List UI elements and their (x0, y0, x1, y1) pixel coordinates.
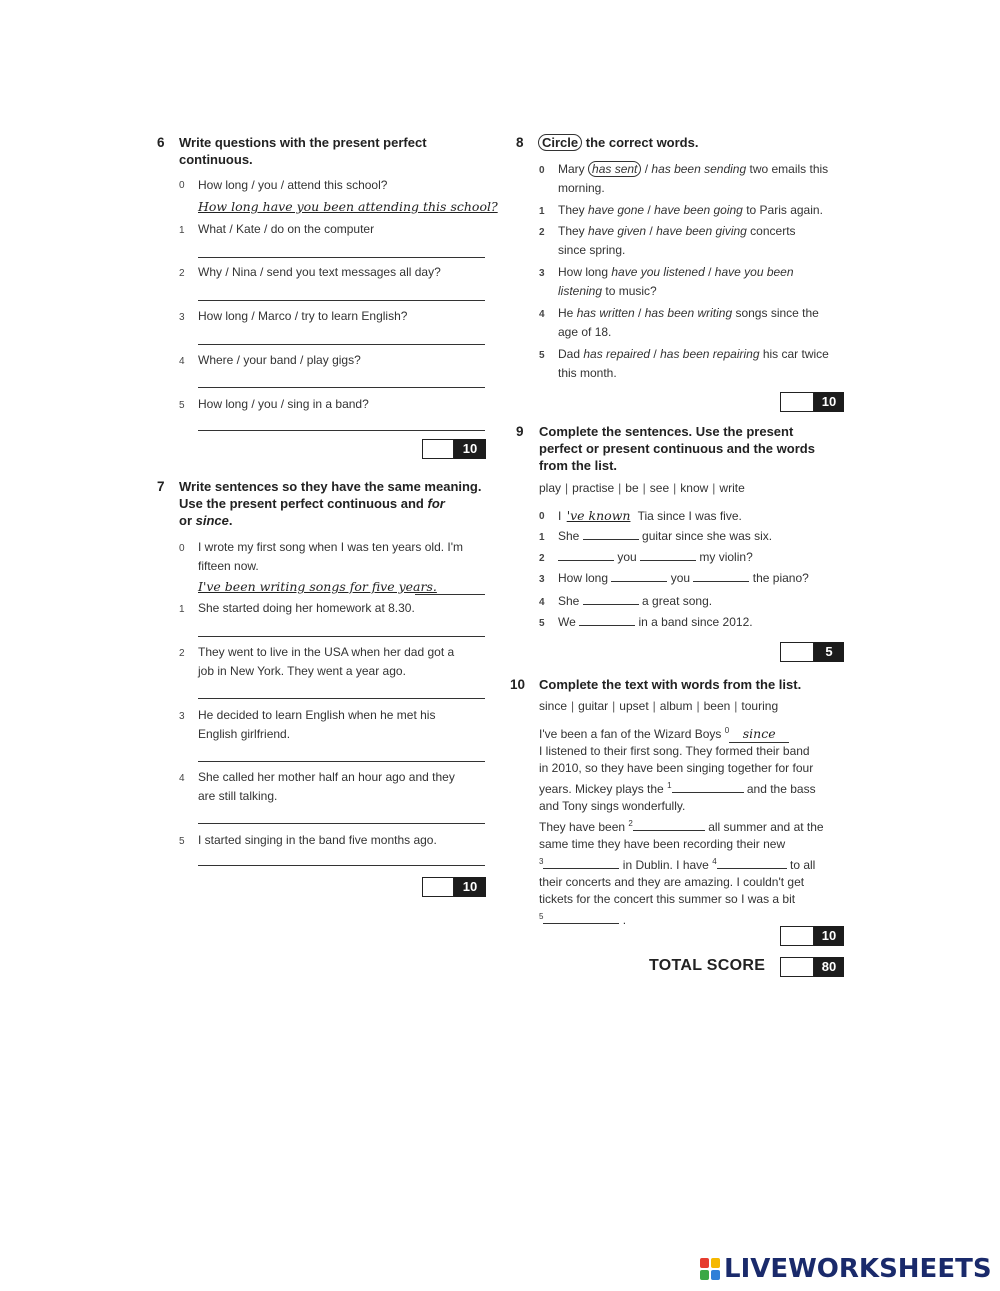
ex10-word: since (539, 699, 568, 713)
ex10-gap5-number: 5 (539, 912, 544, 921)
ex9-item5-blank[interactable] (579, 625, 635, 626)
ex9-item3-blank2[interactable] (693, 581, 749, 582)
total-score (780, 957, 844, 977)
ex9-item2-blank1[interactable] (558, 560, 614, 561)
ex8-item0 (558, 161, 848, 197)
ex9-word: know (680, 481, 709, 495)
ex9-item4-blank[interactable] (583, 604, 639, 605)
ex8-item0-option1[interactable]: has sent (588, 161, 641, 177)
ex9-word-list: play | practise | be | see | know | write (539, 481, 745, 495)
ex6-item2-prompt: Why / Nina / send you text messages all day? (198, 265, 441, 279)
ex9-item1 (558, 528, 772, 545)
ex9-item1-subject: She (558, 529, 580, 543)
ex8-item0-number: 0 (539, 165, 545, 176)
ex8-item4-post: songs since the (732, 306, 819, 320)
ex8-item3-number: 3 (539, 268, 545, 279)
ex8-item4-number: 4 (539, 309, 545, 320)
ex9-item3-start: How long (558, 571, 609, 585)
ex6-instruction-line1: Write questions with the present perfect (179, 135, 427, 150)
ex10-number: 10 (510, 677, 526, 692)
ex7-item4-answer-line[interactable] (198, 823, 485, 824)
ex6-item1-prompt: What / Kate / do on the computer (198, 222, 375, 236)
ex8-circle-word: Circle (538, 134, 582, 151)
ex6-item2-number: 2 (179, 268, 185, 279)
ex7-item3-line2: English girlfriend. (198, 727, 291, 741)
ex7-item1-prompt: She started doing her homework at 8.30. (198, 601, 415, 615)
ex9-instruction-line2: perfect or present continuous and the words (539, 441, 815, 456)
ex8-item4-line2: age of 18. (558, 325, 612, 339)
ex7-item0-answer-line (415, 594, 485, 595)
ex7-item2-answer-line[interactable] (198, 698, 485, 699)
ex10-word: guitar (578, 699, 609, 713)
ex8-item3-sep: / (704, 265, 715, 279)
ex7-item3-answer-line[interactable] (198, 761, 485, 762)
ex8-item0-option2[interactable]: has been sending (651, 162, 747, 176)
ex8-item3-post: to music? (602, 284, 657, 298)
ex9-instruction-line3: from the list. (539, 458, 618, 473)
ex7-item0-line2: fifteen now. (198, 559, 259, 573)
ex8-item4-sep: / (634, 306, 645, 320)
ex8-item2-post: concerts (746, 224, 796, 238)
ex9-item1-rest: guitar since she was six. (642, 529, 773, 543)
ex9-item3-you: you (670, 571, 691, 585)
ex10-p2-line2: same time they have been recording their new (539, 837, 786, 851)
ex8-item3-option2-cont[interactable]: listening (558, 284, 603, 298)
ex7-instruction-period: . (228, 513, 233, 528)
ex10-p2-line5: tickets for the concert this summer so I was a bit (539, 892, 796, 906)
ex10-word: touring (741, 699, 779, 713)
ex9-item0-answer: 've known (566, 508, 631, 523)
ex9-number: 9 (516, 424, 524, 439)
ex6-item0-answer: How long have you been attending this school? (198, 199, 498, 214)
ex8-item5-line2: this month. (558, 366, 617, 380)
liveworksheets-logo-icon (700, 1258, 720, 1280)
ex9-item4-subject: She (558, 594, 580, 608)
ex7-item2-line1: They went to live in the USA when her dad got a (198, 645, 455, 659)
ex6-item5-answer-line[interactable] (198, 430, 485, 431)
ex7-item2-number: 2 (179, 648, 185, 659)
ex9-item0-number: 0 (539, 511, 545, 522)
ex7-instruction-line1: Write sentences so they have the same meaning. (179, 479, 482, 494)
ex8-item1-sep: / (644, 203, 655, 217)
ex8-item5-sep: / (650, 347, 661, 361)
total-score-max: 80 (814, 957, 844, 977)
ex8-item4 (558, 305, 848, 341)
ex7-item1-number: 1 (179, 604, 185, 615)
ex9-item3-blank1[interactable] (611, 581, 667, 582)
ex10-paragraph1 (539, 722, 844, 815)
ex9-item3-number: 3 (539, 574, 545, 585)
ex10-p2-end: . (622, 913, 627, 927)
ex8-score (780, 392, 844, 412)
ex8-item2-sep: / (646, 224, 657, 238)
ex10-gap1-number: 1 (667, 781, 672, 790)
total-score-label: TOTAL SCORE (649, 957, 766, 974)
ex10-p2-line1a: They have been (539, 820, 626, 834)
ex10-p1-line1: I've been a fan of the Wizard Boys (539, 727, 722, 741)
ex9-item5-number: 5 (539, 618, 545, 629)
ex7-item0-line1: I wrote my first song when I was ten years old. I'm (198, 540, 464, 554)
ex9-score (780, 642, 844, 662)
ex6-item5-prompt: How long / you / sing in a band? (198, 397, 369, 411)
ex10-p1-line5: and Tony sings wonderfully. (539, 799, 686, 813)
ex10-p2-line1b: all summer and at the (708, 820, 824, 834)
ex8-instruction (538, 134, 698, 151)
ex10-p1-line4b: and the bass (746, 782, 816, 796)
ex9-item4-number: 4 (539, 597, 545, 608)
ex9-word: be (625, 481, 639, 495)
ex8-item0-pre: Mary (558, 162, 585, 176)
ex9-word: write (719, 481, 745, 495)
ex7-instruction-line2 (179, 495, 489, 512)
ex6-instruction-line2: continuous. (179, 152, 253, 167)
ex7-score (422, 877, 486, 897)
ex9-item3-rest: the piano? (752, 571, 809, 585)
ex10-gap0-number: 0 (724, 726, 730, 735)
ex7-instruction-or: or (179, 513, 192, 528)
ex8-instruction-rest: the correct words. (585, 135, 699, 150)
ex7-item3-number: 3 (179, 711, 185, 722)
ex10-word: been (703, 699, 731, 713)
ex8-item3-option1[interactable]: have you listened (611, 265, 705, 279)
ex7-item0-number: 0 (179, 543, 185, 554)
ex8-item5-post: his car twice (759, 347, 829, 361)
ex8-score-max: 10 (814, 392, 844, 412)
ex7-instruction-line3 (179, 512, 489, 529)
ex9-instruction (539, 423, 839, 474)
ex6-score-input[interactable] (422, 439, 454, 459)
ex7-instruction-for: for (427, 496, 445, 511)
ex9-item2-rest: my violin? (699, 550, 753, 564)
ex6-item3-prompt: How long / Marco / try to learn English? (198, 309, 408, 323)
ex8-item1-option1[interactable]: have gone (588, 203, 645, 217)
ex9-word: see (649, 481, 670, 495)
ex7-item4-prompt (198, 769, 488, 805)
liveworksheets-logo-text: LIVEWORKSHEETS (724, 1254, 992, 1284)
ex7-item4-line1: She called her mother half an hour ago and they (198, 770, 455, 784)
ex9-item4 (558, 593, 712, 610)
ex9-item2-number: 2 (539, 553, 545, 564)
ex10-p2-line3a: in Dublin. I have (622, 858, 709, 872)
ex6-number: 6 (157, 135, 165, 150)
ex10-score-max: 10 (814, 926, 844, 946)
ex9-score-input[interactable] (780, 642, 814, 662)
ex10-gap2-number: 2 (628, 819, 633, 828)
ex8-item1-number: 1 (539, 206, 545, 217)
ex7-item0-answer: I've been writing songs for five years. (198, 579, 437, 594)
ex8-item0-post: two emails this (746, 162, 829, 176)
ex7-item4-line2: are still talking. (198, 789, 278, 803)
ex10-word-list: since | guitar | upset | album | been | touring (539, 699, 779, 713)
ex6-item0-prompt: How long / you / attend this school? (198, 178, 388, 192)
ex6-item4-prompt: Where / your band / play gigs? (198, 353, 361, 367)
ex7-item5-number: 5 (179, 836, 185, 847)
ex10-p2-line4: their concerts and they are amazing. I couldn't get (539, 875, 805, 889)
ex8-item5-number: 5 (539, 350, 545, 361)
total-score-input[interactable] (780, 957, 814, 977)
ex9-word: practise (572, 481, 615, 495)
ex10-p1-line4a: years. Mickey plays the (539, 782, 664, 796)
ex8-item2-line2: since spring. (558, 243, 626, 257)
ex9-item2-blank2[interactable] (640, 560, 696, 561)
ex6-item3-answer-line[interactable] (198, 344, 485, 345)
ex7-instruction (179, 478, 489, 529)
ex8-item2-option1[interactable]: have given (588, 224, 647, 238)
ex9-item5-rest: in a band since 2012. (638, 615, 753, 629)
ex8-item3 (558, 264, 848, 300)
ex9-item2 (558, 549, 753, 566)
ex8-item0-line2: morning. (558, 181, 605, 195)
ex10-score (780, 926, 844, 946)
ex10-gap1-input[interactable] (672, 792, 744, 793)
ex10-word: album (659, 699, 693, 713)
ex8-item2-option2[interactable]: have been giving (656, 224, 747, 238)
ex10-word: upset (619, 699, 649, 713)
ex9-item3 (558, 570, 809, 587)
ex6-item5-number: 5 (179, 400, 185, 411)
ex7-item3-prompt (198, 707, 488, 743)
ex9-word: play (539, 481, 562, 495)
ex9-item5-subject: We (558, 615, 576, 629)
ex7-instruction-since: since (195, 513, 229, 528)
ex10-instruction: Complete the text with words from the list. (539, 677, 802, 692)
ex7-item5-answer-line[interactable] (198, 865, 485, 866)
ex7-item5-prompt: I started singing in the band five months ago. (198, 833, 437, 847)
ex8-item5 (558, 346, 848, 382)
ex9-item4-rest: a great song. (642, 594, 713, 608)
ex7-item4-number: 4 (179, 773, 185, 784)
ex10-gap5-input[interactable] (543, 923, 619, 924)
ex8-item3-option2[interactable]: have you been (714, 265, 794, 279)
ex8-item2-pre: They (558, 224, 585, 238)
ex7-item3-line1: He decided to learn English when he met his (198, 708, 436, 722)
ex8-item3-pre: How long (558, 265, 609, 279)
ex6-item1-number: 1 (179, 225, 185, 236)
ex8-item4-option2[interactable]: has been writing (644, 306, 733, 320)
ex10-gap4-number: 4 (712, 857, 717, 866)
ex6-score (422, 439, 486, 459)
ex9-item1-blank[interactable] (583, 539, 639, 540)
ex7-instruction-line2-text: Use the present perfect continuous and (179, 496, 424, 511)
ex7-score-input[interactable] (422, 877, 454, 897)
ex9-item0-subject: I (558, 509, 562, 523)
ex8-item2 (558, 223, 848, 259)
ex8-item2-number: 2 (539, 227, 545, 238)
ex7-number: 7 (157, 479, 165, 494)
ex9-item1-number: 1 (539, 532, 545, 543)
ex8-item5-pre: Dad (558, 347, 581, 361)
ex8-item4-pre: He (558, 306, 574, 320)
ex6-item4-answer-line[interactable] (198, 387, 485, 388)
ex9-instruction-line1: Complete the sentences. Use the present (539, 424, 794, 439)
ex8-number: 8 (516, 135, 524, 150)
ex6-score-max: 10 (454, 439, 486, 459)
ex10-gap2-input[interactable] (633, 830, 705, 831)
ex8-item1-post: to Paris again. (742, 203, 823, 217)
ex7-item2-line2: job in New York. They went a year ago. (198, 664, 406, 678)
ex8-item1-option2[interactable]: have been going (654, 203, 743, 217)
ex10-score-input[interactable] (780, 926, 814, 946)
ex6-instruction (179, 134, 479, 168)
ex7-item2-prompt (198, 644, 488, 680)
ex9-item2-you: you (617, 550, 637, 564)
ex6-item3-number: 3 (179, 312, 185, 323)
ex9-item0 (558, 507, 742, 525)
ex7-item0-prompt (198, 539, 488, 575)
ex10-gap0-answer: since (729, 725, 789, 743)
ex7-item1-answer-line[interactable] (198, 636, 485, 637)
ex8-score-input[interactable] (780, 392, 814, 412)
ex10-gap4-input[interactable] (717, 868, 787, 869)
ex8-item5-option2[interactable]: has been repairing (660, 347, 760, 361)
ex10-p1-line2: I listened to their first song. They formed their band (539, 744, 810, 758)
ex9-score-max: 5 (814, 642, 844, 662)
ex10-p1-line3: in 2010, so they have been singing together for four (539, 761, 814, 775)
ex10-p2-line3b: to all (790, 858, 816, 872)
ex10-paragraph2 (539, 815, 844, 929)
ex10-gap3-input[interactable] (543, 868, 619, 869)
ex9-item0-rest: Tia since I was five. (637, 509, 742, 523)
ex6-item2-answer-line[interactable] (198, 300, 485, 301)
ex7-score-max: 10 (454, 877, 486, 897)
ex6-item1-answer-line[interactable] (198, 257, 485, 258)
ex10-gap3-number: 3 (539, 857, 544, 866)
ex6-item4-number: 4 (179, 356, 185, 367)
ex8-item1 (558, 202, 848, 219)
ex8-item5-option1[interactable]: has repaired (583, 347, 651, 361)
ex9-item5 (558, 614, 753, 631)
ex8-item0-sep: / (641, 162, 652, 176)
ex8-item4-option1[interactable]: has written (576, 306, 635, 320)
ex8-item1-pre: They (558, 203, 585, 217)
ex6-item0-number: 0 (179, 180, 185, 191)
